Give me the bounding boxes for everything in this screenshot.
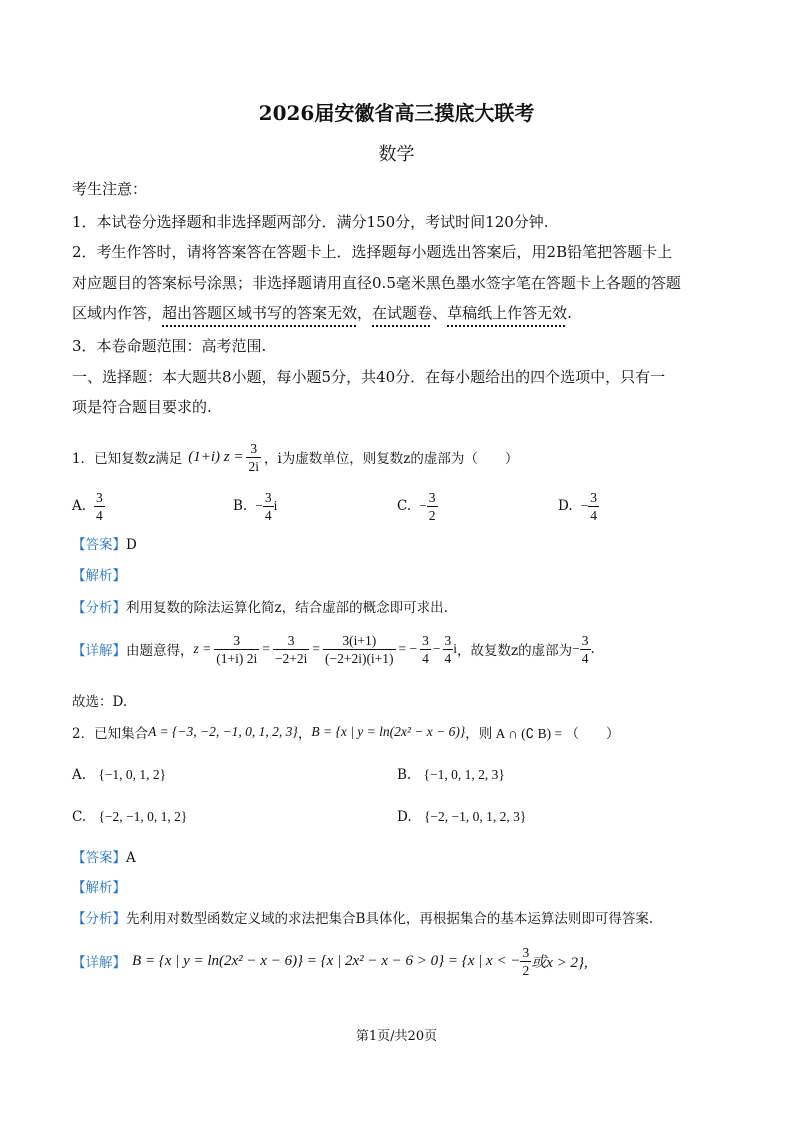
- fenxi-text: 利用复数的除法运算化简z，结合虚部的概念即可求出.: [126, 600, 448, 616]
- detail-tag: 【详解】: [72, 955, 126, 971]
- option-fraction: $\frac{3}{2}$: [428, 489, 436, 523]
- fenxi-tag: 【分析】: [72, 911, 126, 927]
- set-a: A = {−3, −2, −1, 0, 1, 2, 3}: [148, 724, 298, 739]
- option-sign: −: [255, 498, 263, 513]
- option-sign: −: [419, 498, 427, 513]
- math-fraction: $\frac{3}{2}$: [522, 944, 530, 978]
- stem-text: 2．已知集合: [72, 726, 149, 742]
- q2-option-b: [397, 767, 505, 783]
- math-fraction: $\frac{3(i+1)}{(-2+2i)(i+1)}$: [324, 632, 394, 666]
- notice-item-2-line-2: 对应题目的答案标号涂黑；非选择题请用直径0.5毫米黑色墨水签字笔在答题卡上各题的答题: [72, 274, 681, 292]
- stem-text: ，则 A ∩ (∁ B) = （ ）: [465, 726, 620, 741]
- q2-analysis-tag: 【解析】: [72, 880, 126, 896]
- q1-choice: 故选：D.: [72, 694, 128, 710]
- q1-fenxi: [72, 596, 448, 616]
- notice-heading: 考生注意：: [72, 180, 148, 198]
- notice-text: .: [567, 304, 572, 322]
- q1-option-a: [72, 486, 105, 526]
- equation-left: (1+i) z =: [188, 448, 244, 465]
- q2-fenxi: [72, 907, 653, 927]
- q2-option-c: [72, 809, 187, 825]
- option-label: B.: [397, 767, 412, 783]
- detail-text: ，故复数z的虚部为: [457, 643, 573, 659]
- option-label: A.: [72, 767, 87, 783]
- stem-text: 1．已知复数z满足: [72, 451, 183, 467]
- option-label: B.: [233, 498, 248, 514]
- option-text: {−1, 0, 1, 2}: [98, 767, 167, 782]
- answer-value: D: [126, 537, 137, 553]
- math-text: −: [432, 641, 441, 656]
- page-subtitle: 数学: [378, 144, 415, 165]
- emphasis-text: 草稿纸上作答无效: [447, 304, 568, 322]
- math-fraction: $\frac{3}{-2+2i}$: [274, 632, 308, 666]
- emphasis-text: 超出答题区域书写的答案无效: [162, 304, 358, 322]
- math-fraction: $\frac{3}{4}$: [422, 632, 429, 666]
- option-fraction: $\frac{3}{4}$: [264, 489, 272, 523]
- notice-text: 区域内作答，: [72, 304, 163, 322]
- q1-answer: [72, 533, 137, 553]
- answer-tag: 【答案】: [72, 537, 126, 553]
- option-label: D.: [397, 809, 412, 825]
- equation-fraction: $\frac{3}{2i}$: [248, 440, 259, 474]
- math-fraction: $\frac{3}{(1+i) 2i}$: [216, 632, 258, 666]
- option-label: A.: [72, 498, 87, 514]
- option-text: {−2, −1, 0, 1, 2}: [98, 809, 188, 824]
- question-2-stem: [72, 722, 620, 742]
- question-1-stem: [72, 432, 518, 482]
- option-label: D.: [558, 498, 573, 514]
- math-text: =: [312, 641, 320, 656]
- notice-item-1: 1．本试卷分选择题和非选择题两部分．满分150分，考试时间120分钟.: [72, 213, 549, 231]
- q1-option-d: [558, 486, 599, 526]
- math-text: −: [572, 641, 580, 656]
- math-text: B = {x | y = ln(2x² − x − 6)} = {x | 2x² − x − 6 > 0} = {x | x < −: [132, 952, 521, 969]
- notice-text: ，: [357, 304, 373, 322]
- set-b: B = {x | y = ln(2x² − x − 6)}: [311, 724, 466, 739]
- page-number: 第1页/共20页: [355, 1029, 438, 1044]
- fenxi-text: 先利用对数型函数定义域的求法把集合B具体化，再根据集合的基本运算法则即可得答案.: [126, 911, 654, 927]
- option-text: {−1, 0, 1, 2, 3}: [423, 767, 505, 782]
- math-fraction: $\frac{3}{4}$: [581, 632, 589, 666]
- q2-detail: [72, 940, 588, 982]
- option-suffix: i: [273, 498, 278, 513]
- stem-text: ，i为虚数单位，则复数z的虚部为（ ）: [263, 451, 519, 467]
- notice-text: 、: [432, 304, 448, 322]
- section-heading-line-2: 项是符合题目要求的.: [72, 398, 212, 416]
- detail-text: 由题意得，: [126, 643, 194, 659]
- q2-option-d: [397, 809, 526, 825]
- emphasis-text: 在试题卷: [372, 304, 433, 322]
- notice-item-2-line-3: [72, 302, 572, 323]
- q1-detail: [72, 628, 595, 670]
- math-text: i: [453, 641, 458, 656]
- q2-option-a: [72, 767, 166, 783]
- option-text: {−2, −1, 0, 1, 2, 3}: [423, 809, 527, 824]
- option-fraction: $\frac{3}{4}$: [96, 489, 103, 523]
- math-text: = −: [398, 641, 418, 656]
- math-fraction: $\frac{3}{4}$: [444, 632, 452, 666]
- q1-analysis-tag: 【解析】: [72, 568, 126, 584]
- option-fraction: $\frac{3}{4}$: [590, 489, 598, 523]
- section-heading-line-1: 一、选择题：本大题共8小题，每小题5分，共40分．在每小题给出的四个选项中，只有一: [72, 368, 666, 386]
- page-title: 2026届安徽省高三摸底大联考: [258, 101, 535, 125]
- notice-item-2-line-1: 2．考生作答时，请将答案答在答题卡上．选择题每小题选出答案后，用2B铅笔把答题卡上: [72, 243, 673, 261]
- q2-answer: [72, 846, 136, 866]
- math-text: 或x > 2},: [531, 954, 588, 971]
- option-label: C.: [72, 809, 87, 825]
- fenxi-tag: 【分析】: [72, 600, 126, 616]
- detail-text: .: [590, 641, 595, 657]
- notice-item-3: 3．本卷命题范围：高考范围.: [72, 337, 267, 355]
- q1-option-b: [233, 486, 277, 526]
- option-label: C.: [397, 498, 412, 514]
- math-text: z =: [193, 641, 212, 656]
- detail-tag: 【详解】: [72, 643, 126, 659]
- option-sign: −: [580, 498, 589, 513]
- q1-option-c: [397, 486, 438, 526]
- stem-text: ，: [297, 726, 312, 742]
- answer-tag: 【答案】: [72, 850, 126, 866]
- answer-value: A: [126, 850, 136, 866]
- math-text: =: [262, 641, 270, 656]
